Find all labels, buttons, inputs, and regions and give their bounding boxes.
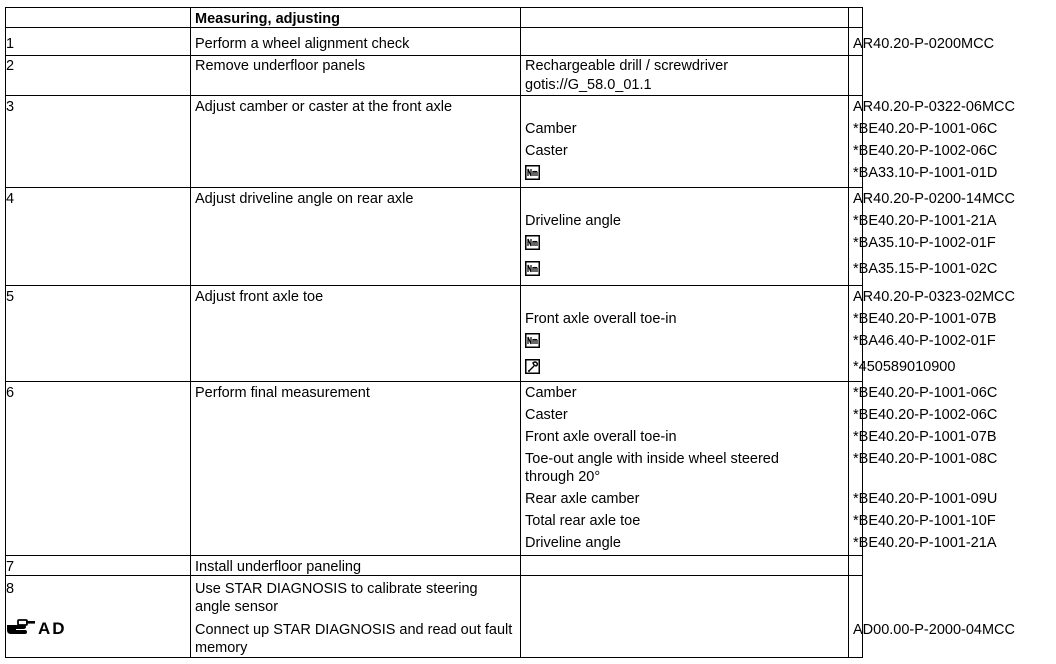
tool-label: Rechargeable drill / screwdriver xyxy=(525,58,729,74)
detail-label: Camber xyxy=(525,385,577,401)
grid-line xyxy=(5,555,863,556)
note-action: Connect up STAR DIAGNOSIS and read out fault memory xyxy=(195,622,513,656)
doc-reference[interactable]: AD00.00-P-2000-04MCC xyxy=(853,622,1015,638)
doc-reference[interactable]: *BE40.20-P-1001-10F xyxy=(853,513,996,529)
doc-reference[interactable]: AR40.20-P-0200-14MCC xyxy=(853,191,1015,207)
step-action: Perform final measurement xyxy=(195,385,370,401)
ad-label: AD xyxy=(38,619,67,638)
special-tool-icon[interactable] xyxy=(525,359,540,374)
doc-reference[interactable]: AR40.20-P-0322-06MCC xyxy=(853,99,1015,115)
doc-reference[interactable]: *BE40.20-P-1001-07B xyxy=(853,311,997,327)
detail-label: Front axle overall toe-in xyxy=(525,429,677,445)
step-number: 5 xyxy=(6,289,15,305)
detail-label: Caster xyxy=(525,407,568,423)
grid-line xyxy=(5,285,863,286)
grid-line xyxy=(5,187,863,188)
table-title: Measuring, adjusting xyxy=(195,11,341,27)
detail-label: Total rear axle toe xyxy=(525,513,641,529)
doc-reference[interactable]: *450589010900 xyxy=(853,359,956,375)
detail-label: Caster xyxy=(525,143,568,159)
nm-torque-icon[interactable] xyxy=(525,333,540,348)
detail-label: Toe-out angle with inside wheel steered through 20° xyxy=(525,451,779,485)
nm-torque-icon[interactable] xyxy=(525,165,540,180)
nm-torque-icon[interactable] xyxy=(525,235,540,250)
doc-reference[interactable]: *BA46.40-P-1002-01F xyxy=(853,333,996,349)
grid-line xyxy=(5,7,863,8)
grid-line xyxy=(520,7,521,658)
detail-label: Driveline angle xyxy=(525,535,621,551)
grid-line xyxy=(5,657,863,658)
grid-line xyxy=(5,55,863,56)
doc-reference[interactable]: *BE40.20-P-1001-07B xyxy=(853,429,997,445)
grid-line xyxy=(5,27,863,28)
step-number: 7 xyxy=(6,559,15,575)
doc-reference[interactable]: *BA35.10-P-1002-01F xyxy=(853,235,996,251)
nm-torque-icon[interactable] xyxy=(525,261,540,276)
step-number: 1 xyxy=(6,36,15,52)
doc-reference[interactable]: *BE40.20-P-1001-06C xyxy=(853,121,998,137)
grid-line xyxy=(5,381,863,382)
doc-reference[interactable]: *BE40.20-P-1002-06C xyxy=(853,143,998,159)
step-number: 4 xyxy=(6,191,15,207)
doc-reference[interactable]: *BA35.15-P-1001-02C xyxy=(853,261,998,277)
detail-label: Front axle overall toe-in xyxy=(525,311,677,327)
doc-reference[interactable]: *BE40.20-P-1001-08C xyxy=(853,451,998,467)
doc-reference[interactable]: AR40.20-P-0323-02MCC xyxy=(853,289,1015,305)
pointing-hand-icon xyxy=(6,617,36,641)
step-action: Remove underfloor panels xyxy=(195,58,366,74)
procedure-table xyxy=(5,7,1015,658)
detail-label: Camber xyxy=(525,121,577,137)
doc-reference[interactable]: *BE40.20-P-1001-21A xyxy=(853,535,997,551)
doc-reference[interactable]: *BE40.20-P-1001-06C xyxy=(853,385,998,401)
step-action: Install underfloor paneling xyxy=(195,559,362,575)
grid-line xyxy=(5,95,863,96)
step-number: 3 xyxy=(6,99,15,115)
gotis-link[interactable]: gotis://G_58.0_01.1 xyxy=(525,77,652,93)
step-action: Perform a wheel alignment check xyxy=(195,36,410,52)
grid-line xyxy=(190,7,191,658)
step-number: 2 xyxy=(6,58,15,74)
doc-reference[interactable]: *BE40.20-P-1001-21A xyxy=(853,213,997,229)
step-action: Adjust camber or caster at the front axle xyxy=(195,99,453,115)
doc-reference[interactable]: *BE40.20-P-1001-09U xyxy=(853,491,998,507)
doc-reference[interactable]: AR40.20-P-0200MCC xyxy=(853,36,995,52)
grid-line xyxy=(848,7,849,658)
grid-line xyxy=(5,575,863,576)
doc-reference[interactable]: *BE40.20-P-1002-06C xyxy=(853,407,998,423)
step-number: 6 xyxy=(6,385,15,401)
step-action: Use STAR DIAGNOSIS to calibrate steering angle sensor xyxy=(195,581,478,615)
step-number: 8 xyxy=(6,581,15,597)
ad-note-marker xyxy=(6,618,67,640)
detail-label: Driveline angle xyxy=(525,213,621,229)
step-action: Adjust driveline angle on rear axle xyxy=(195,191,414,207)
doc-reference[interactable]: *BA33.10-P-1001-01D xyxy=(853,165,998,181)
step-action: Adjust front axle toe xyxy=(195,289,324,305)
detail-label: Rear axle camber xyxy=(525,491,640,507)
